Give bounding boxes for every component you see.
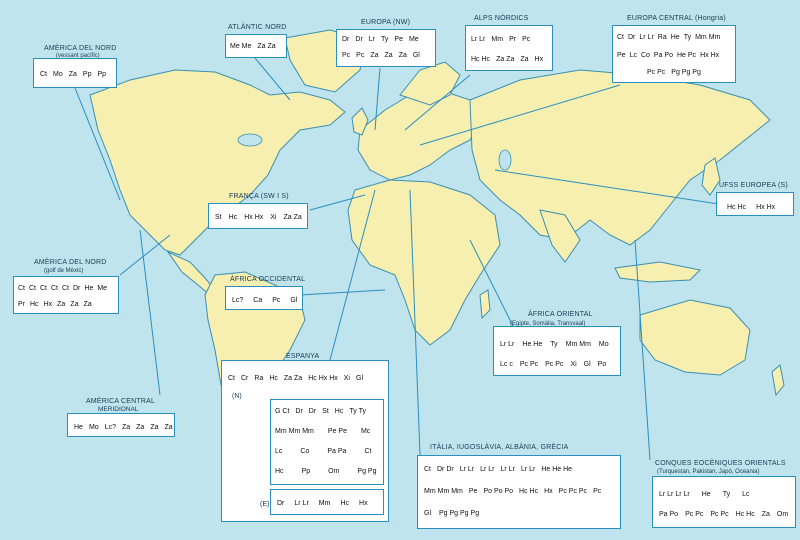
taxon-label: He [74, 424, 83, 431]
region-box-franca [208, 193, 308, 229]
fauna-row [659, 491, 749, 498]
taxon-label: Dr [73, 285, 81, 292]
region-subtitle: (vessant pacífic) [56, 53, 100, 59]
taxon-label: He [701, 491, 711, 498]
taxon-label: Za [164, 424, 173, 431]
taxon-label: Lc [275, 448, 283, 455]
taxon-label: Lr Lr [459, 466, 475, 473]
taxon-label: Lr Lr [294, 500, 309, 507]
taxon-label: Hx [534, 56, 544, 63]
taxon-label: Pa Pa [327, 448, 347, 455]
taxon-label: Gl [356, 375, 363, 382]
taxon-label: Dr Dr [437, 466, 454, 473]
taxon-label: Hc [269, 375, 278, 382]
taxon-label: He He [522, 341, 543, 348]
fauna-row [215, 214, 302, 221]
taxon-label: Za [121, 424, 131, 431]
taxon-label: Ct [228, 375, 235, 382]
taxon-label: Ct [40, 71, 47, 78]
taxon-label: Co [640, 52, 650, 59]
region-title: ESPANYA [286, 353, 320, 360]
region-box-atlantic-nord [225, 24, 287, 58]
taxon-label: Lc? [104, 424, 116, 431]
taxon-label: Pc Pc Pc [558, 488, 588, 495]
taxon-label: He Pc [677, 52, 697, 59]
fauna-row [500, 341, 609, 348]
taxon-label: Hc [228, 214, 238, 221]
taxon-label: Lr Lr [480, 466, 495, 473]
taxon-label: Za [370, 52, 379, 59]
taxon-label: Gl [583, 361, 591, 368]
region-subtitle: (Turquestan, Pakistan, Japó, Oceania) [657, 469, 760, 475]
fauna-row [232, 297, 297, 304]
fauna-row [18, 285, 107, 292]
taxon-label: Dr [277, 500, 285, 507]
region-box-alps-nordics [465, 15, 553, 71]
fauna-row [74, 424, 173, 431]
taxon-label: Ty [381, 36, 389, 43]
taxon-label: Pg Pg Pg [671, 69, 701, 76]
region-box-africa-oriental [493, 311, 621, 376]
taxon-label: Pe [468, 488, 478, 495]
taxon-label: Pc [522, 36, 531, 43]
caspian-sea [499, 150, 511, 170]
section-label-north: (N) [232, 393, 242, 400]
taxon-label: Po Po Po [483, 488, 514, 495]
taxon-label: Lc? [232, 297, 244, 304]
taxon-label: He He He [541, 466, 573, 473]
subregion-box-north [270, 399, 384, 485]
taxon-label: Ty [683, 34, 692, 41]
taxon-label: Xi [570, 361, 577, 368]
region-box-europa-central [612, 15, 736, 83]
taxon-label: Hx [359, 500, 368, 507]
region-box-conques [652, 460, 796, 528]
taxon-label: Lr Lr [500, 466, 515, 473]
taxon-label: Lc c [500, 361, 513, 368]
taxon-label: Hx Hx [244, 214, 264, 221]
taxon-label: Hc Hx Hx [308, 375, 338, 382]
taxon-label: Pr [18, 301, 25, 308]
taxon-label: Za [150, 424, 159, 431]
fauna-row [617, 34, 720, 41]
taxon-label: Lc [742, 491, 750, 498]
taxon-label: Lr Lr [639, 34, 654, 41]
region-subtitle: (Egipte, Somàlia, Transvaal) [510, 321, 586, 327]
taxon-label: Za [136, 424, 145, 431]
fauna-row [617, 52, 719, 59]
taxon-label: Dr [628, 34, 636, 41]
fauna-row [471, 36, 530, 43]
fauna-row [424, 510, 479, 517]
taxon-label: Pc Pc [710, 511, 729, 518]
taxon-label: Za [520, 56, 529, 63]
taxon-label: Dr [342, 36, 350, 43]
taxon-label: Pc Pc [519, 361, 539, 368]
region-title: FRANÇA (SW I S) [229, 193, 289, 200]
taxon-label: Mm Mm Mm [275, 428, 314, 435]
fauna-row [471, 56, 543, 63]
taxon-label: Ty [722, 491, 731, 498]
taxon-label: St [215, 214, 222, 221]
taxon-label: Ty Ty [349, 408, 366, 415]
taxon-label: Za [57, 301, 66, 308]
fauna-row [230, 43, 276, 50]
taxon-label: Pc [356, 52, 365, 59]
taxon-label: Me [408, 36, 419, 43]
taxon-label: Ca [253, 297, 263, 304]
region-box-america-central [67, 398, 175, 437]
taxon-label: Mo [53, 71, 63, 78]
taxon-label: Dr [295, 408, 303, 415]
taxon-label: Co [300, 448, 310, 455]
taxon-label: Pp [301, 468, 311, 475]
taxon-label: Pc [272, 297, 281, 304]
taxon-label: Hx Hx [700, 52, 720, 59]
taxon-label: Dr [308, 408, 317, 415]
taxon-label: Hc Hc [471, 56, 491, 63]
section-label-east: (E) [260, 501, 270, 508]
taxon-label: Lr Lr [471, 36, 486, 43]
taxon-label: Pp [97, 71, 107, 78]
taxon-label: Mm Mm [565, 341, 591, 348]
region-box-africa-occidental [225, 276, 306, 310]
taxon-label: Om [776, 511, 789, 518]
taxon-label: Ct [62, 285, 69, 292]
taxon-label: Za Za [283, 214, 302, 221]
fauna-row [342, 36, 419, 43]
taxon-label: Pr [509, 36, 517, 43]
taxon-label: Ct [51, 285, 58, 292]
taxon-label: Za [70, 301, 79, 308]
region-box-espanya [221, 353, 389, 522]
taxon-label: Mm Mm [695, 34, 721, 41]
region-title: CONQUES EOCÈNIQUES ORIENTALS [655, 460, 786, 467]
region-title: EUROPA (NW) [361, 19, 411, 26]
region-box-europa-nw [336, 19, 436, 67]
taxon-label: Za Za [257, 43, 276, 50]
taxon-label: Pe [617, 52, 626, 59]
region-box-america-nord-pacific [33, 45, 117, 88]
region-box-italia [417, 444, 621, 529]
fauna-row [342, 52, 420, 59]
fauna-row [275, 448, 371, 455]
region-box-ufss [716, 182, 794, 216]
taxon-label: Xi [343, 375, 350, 382]
taxon-label: Ct [18, 285, 25, 292]
taxon-label: Za [384, 52, 393, 59]
taxon-label: Lr [368, 36, 376, 43]
fauna-row [424, 466, 572, 473]
taxon-label: Gl [424, 510, 431, 517]
taxon-label: Ct [424, 466, 431, 473]
taxon-label: Pg Pg Pg Pg [439, 510, 480, 517]
taxon-label: Om [328, 468, 340, 475]
taxon-label: Hc [340, 500, 350, 507]
taxon-label: Mo [598, 341, 609, 348]
fauna-row [275, 468, 376, 475]
fauna-row [424, 488, 601, 495]
region-title: ATLÀNTIC NORD [228, 24, 287, 31]
taxon-label: Po [597, 361, 607, 368]
taxon-label: Pp [82, 71, 92, 78]
taxon-label: Ra [254, 375, 264, 382]
region-title: EUROPA CENTRAL (Hongria) [627, 15, 726, 22]
taxon-label: Pc [342, 52, 351, 59]
taxon-label: Gl [412, 52, 420, 59]
taxon-label: Mm [491, 36, 504, 43]
taxon-label: Hx [43, 301, 53, 308]
taxon-label: Pe Pe [327, 428, 347, 435]
taxon-label: Hc Hc [519, 488, 539, 495]
taxon-label: Pg Pg [357, 468, 377, 475]
fauna-row [228, 375, 363, 382]
taxon-label: Pa Po [659, 511, 679, 518]
region-subtitle: (golf de Mèxic) [44, 268, 84, 274]
taxon-label: Xi [270, 214, 277, 221]
region-title: AMÈRICA CENTRAL [86, 398, 156, 405]
taxon-label: Mm Mm Mm [424, 488, 463, 495]
taxon-label: Pc [593, 488, 602, 495]
region-title: ALPS NÒRDICS [474, 15, 529, 22]
taxon-label: Za [761, 511, 770, 518]
taxon-label: Mc [360, 428, 371, 435]
taxon-label: He [670, 34, 680, 41]
taxon-label: Pc Pc [685, 511, 704, 518]
region-box-america-nord-golf [13, 259, 119, 314]
fauna-row [500, 361, 606, 368]
taxon-label: Mo [88, 424, 99, 431]
region-title: ÀFRICA OCCIDENTAL [230, 276, 306, 283]
taxon-label: Hc [275, 468, 284, 475]
taxon-label: Lc [629, 52, 637, 59]
fauna-row [40, 71, 106, 78]
taxon-label: Lr Lr [520, 466, 536, 473]
region-title: AMÈRICA DEL NORD [44, 45, 117, 52]
taxon-label: Me [97, 285, 108, 292]
fauna-row [275, 428, 370, 435]
fauna-row [275, 408, 366, 415]
taxon-label: Pc Pc [545, 361, 564, 368]
taxon-label: Hc Hc [735, 511, 755, 518]
taxon-label: Lr Lr [500, 341, 515, 348]
taxon-label: Ct [40, 285, 47, 292]
taxon-label: Dr [355, 36, 363, 43]
taxon-label: Hx Hx [756, 204, 776, 211]
fauna-row [659, 511, 788, 518]
taxon-label: Za Za [283, 375, 303, 382]
region-title: ITÀLIA, IUGOSLÀVIA, ALBÀNIA, GRÈCIA [430, 444, 569, 451]
taxon-label: Za [398, 52, 407, 59]
taxon-label: Lr Lr Lr Lr [659, 491, 690, 498]
taxon-label: St [322, 408, 329, 415]
region-subtitle: MERIDIONAL [98, 406, 139, 413]
taxon-label: Hc Hc [727, 204, 747, 211]
taxon-label: Ct [364, 448, 372, 455]
region-title: AMÈRICA DEL NORD [34, 259, 107, 266]
taxon-label: Hx [544, 488, 553, 495]
taxon-label: Gl [290, 297, 298, 304]
taxon-label: G Ct [275, 408, 290, 415]
fauna-row [18, 301, 92, 308]
taxon-label: Cr [241, 375, 249, 382]
taxon-label: Za [83, 301, 92, 308]
taxon-label: Pa Po [653, 52, 673, 59]
taxon-label: Ct [29, 285, 36, 292]
taxon-label: Za Za [496, 56, 515, 63]
taxon-label: Mm [318, 500, 331, 507]
taxon-label: Ra [657, 34, 667, 41]
taxon-label: Za [68, 71, 77, 78]
region-title: UFSS EUROPEA (S) [719, 182, 788, 189]
region-title: ÀFRICA ORIENTAL [528, 311, 593, 318]
subregion-box-east [270, 489, 384, 515]
taxon-label: Pe [394, 36, 403, 43]
taxon-label: Hc [334, 408, 344, 415]
great-lakes [238, 134, 262, 146]
taxon-label: Ct [617, 34, 624, 41]
taxon-label: He [84, 285, 94, 292]
taxon-label: Pc Pc [647, 69, 666, 76]
fauna-row [727, 204, 775, 211]
fauna-row [277, 500, 368, 507]
taxon-label: Hc [30, 301, 39, 308]
fauna-row [647, 69, 701, 76]
taxon-label: Ty [550, 341, 558, 348]
taxon-label: Me Me [230, 43, 252, 50]
